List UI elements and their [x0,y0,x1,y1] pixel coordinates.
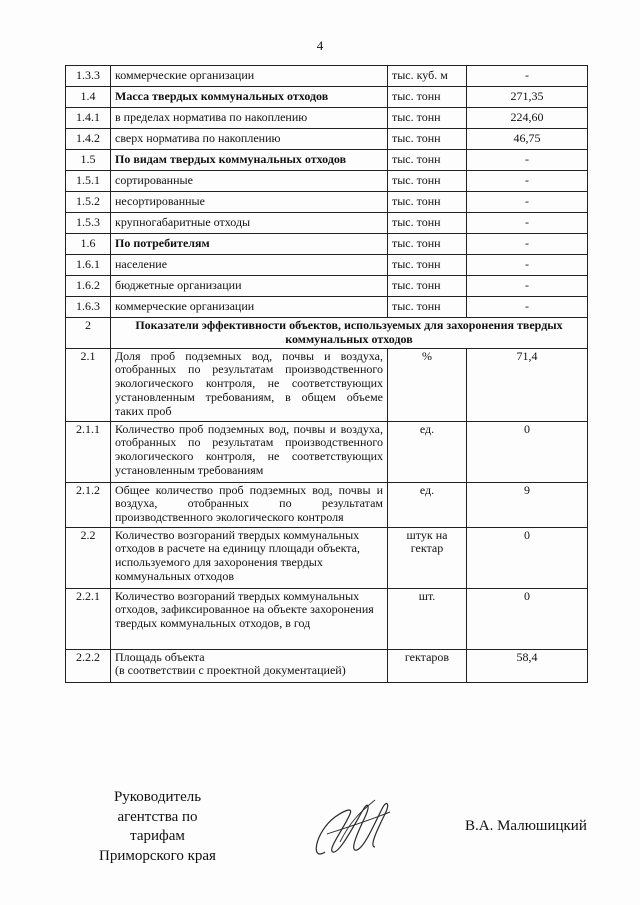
row-value: - [467,66,588,87]
row-unit: тыс. тонн [388,150,467,171]
row-number: 1.6.3 [66,297,111,318]
row-name-line2: (в соответствии с проектной документацией) [115,663,346,678]
row-unit: тыс. тонн [388,297,467,318]
row-name: население [111,255,388,276]
row-name: бюджетные организации [111,276,388,297]
row-value: - [467,171,588,192]
signatory-name: В.А. Малюшицкий [465,818,587,834]
row-value: 0 [467,588,588,649]
row-value: 0 [467,527,588,588]
table-row [66,213,588,234]
row-number: 1.4.1 [66,108,111,129]
row-value: 271,35 [467,87,588,108]
table-row [66,482,588,527]
signature-image [305,792,395,867]
row-number: 1.5.3 [66,213,111,234]
row-unit: тыс. тонн [388,87,467,108]
row-unit: тыс. тонн [388,108,467,129]
section-title: Показатели эффективности объектов, используемых для захоронения твердых коммунальных отходов [111,318,588,349]
row-unit: тыс. тонн [388,171,467,192]
row-name: Количество возгораний твердых коммунальных отходов в расчете на единицу площади объекта, используемого для захоронения твердых коммунальных отходов [111,527,388,588]
row-name: несортированные [111,192,388,213]
table-row [66,348,588,421]
row-number: 1.3.3 [66,66,111,87]
row-number: 2.1.1 [66,421,111,482]
table-row [66,108,588,129]
row-value: 224,60 [467,108,588,129]
row-name: По видам твердых коммунальных отходов [111,150,388,171]
table-row [66,276,588,297]
row-unit: тыс. тонн [388,255,467,276]
row-number: 1.4.2 [66,129,111,150]
table-row [66,527,588,588]
position-line-2: агентства по тарифам [117,808,198,844]
signatory-position [90,788,225,866]
row-value: - [467,234,588,255]
row-number: 2.2.1 [66,588,111,649]
row-name: сортированные [111,171,388,192]
row-value: 46,75 [467,129,588,150]
row-name: По потребителям [111,234,388,255]
row-unit: тыс. тонн [388,192,467,213]
table-row [66,234,588,255]
row-unit: ед. [388,421,467,482]
row-unit: % [388,348,467,421]
table-row [66,87,588,108]
row-name: Доля проб подземных вод, почвы и воздуха, отобранных по результатам производственного экологического контроля, не соответствующих установленным требованиям, в общем объеме таких проб [111,348,388,421]
row-unit: тыс. куб. м [388,66,467,87]
table-row [66,171,588,192]
row-unit: тыс. тонн [388,234,467,255]
row-number: 1.6.1 [66,255,111,276]
row-unit: штук на гектар [388,527,467,588]
row-name: в пределах норматива по накоплению [111,108,388,129]
row-value: 9 [467,482,588,527]
row-value: - [467,213,588,234]
row-name: Масса твердых коммунальных отходов [111,87,388,108]
row-unit: тыс. тонн [388,276,467,297]
row-value: - [467,150,588,171]
table-row [66,129,588,150]
row-value: - [467,297,588,318]
row-number: 1.5.2 [66,192,111,213]
row-value: - [467,192,588,213]
row-number: 2.1 [66,348,111,421]
row-value: 71,4 [467,348,588,421]
row-value: - [467,255,588,276]
row-name: Количество проб подземных вод, почвы и воздуха, отобранных по результатам производственного экологического контроля, не соответствующих установленным требованиям [111,421,388,482]
section-header-row [66,318,588,349]
table-row [66,255,588,276]
position-line-3: Приморского края [99,847,216,864]
row-name [111,649,388,682]
table-row [66,66,588,87]
row-number: 2.1.2 [66,482,111,527]
row-name-line1: Площадь объекта [115,649,205,664]
row-unit: шт. [388,588,467,649]
row-number: 1.5.1 [66,171,111,192]
row-name: Количество возгораний твердых коммунальных отходов, зафиксированное на объекте захоронения твердых коммунальных отходов, в год [111,588,388,649]
row-name: крупногабаритные отходы [111,213,388,234]
indicators-table [65,65,588,683]
row-number: 2.2.2 [66,649,111,682]
row-name: Общее количество проб подземных вод, почвы и воздуха, отобранных по результатам производственного экологического контроля [111,482,388,527]
row-value: 0 [467,421,588,482]
row-number: 2.2 [66,527,111,588]
row-name: коммерческие организации [111,297,388,318]
row-number: 1.4 [66,87,111,108]
row-number: 1.6 [66,234,111,255]
row-unit: тыс. тонн [388,129,467,150]
row-unit: тыс. тонн [388,213,467,234]
row-unit: ед. [388,482,467,527]
row-value: - [467,276,588,297]
table-row [66,649,588,682]
row-name: коммерческие организации [111,66,388,87]
position-line-1: Руководитель [113,789,202,805]
row-value: 58,4 [467,649,588,682]
table-row [66,297,588,318]
section-number: 2 [66,318,111,349]
row-number: 1.6.2 [66,276,111,297]
table-row [66,421,588,482]
row-number: 1.5 [66,150,111,171]
page-number: 4 [316,38,324,53]
row-unit: гектаров [388,649,467,682]
row-name: сверх норматива по накоплению [111,129,388,150]
table-row [66,150,588,171]
table-row [66,192,588,213]
table-row [66,588,588,649]
